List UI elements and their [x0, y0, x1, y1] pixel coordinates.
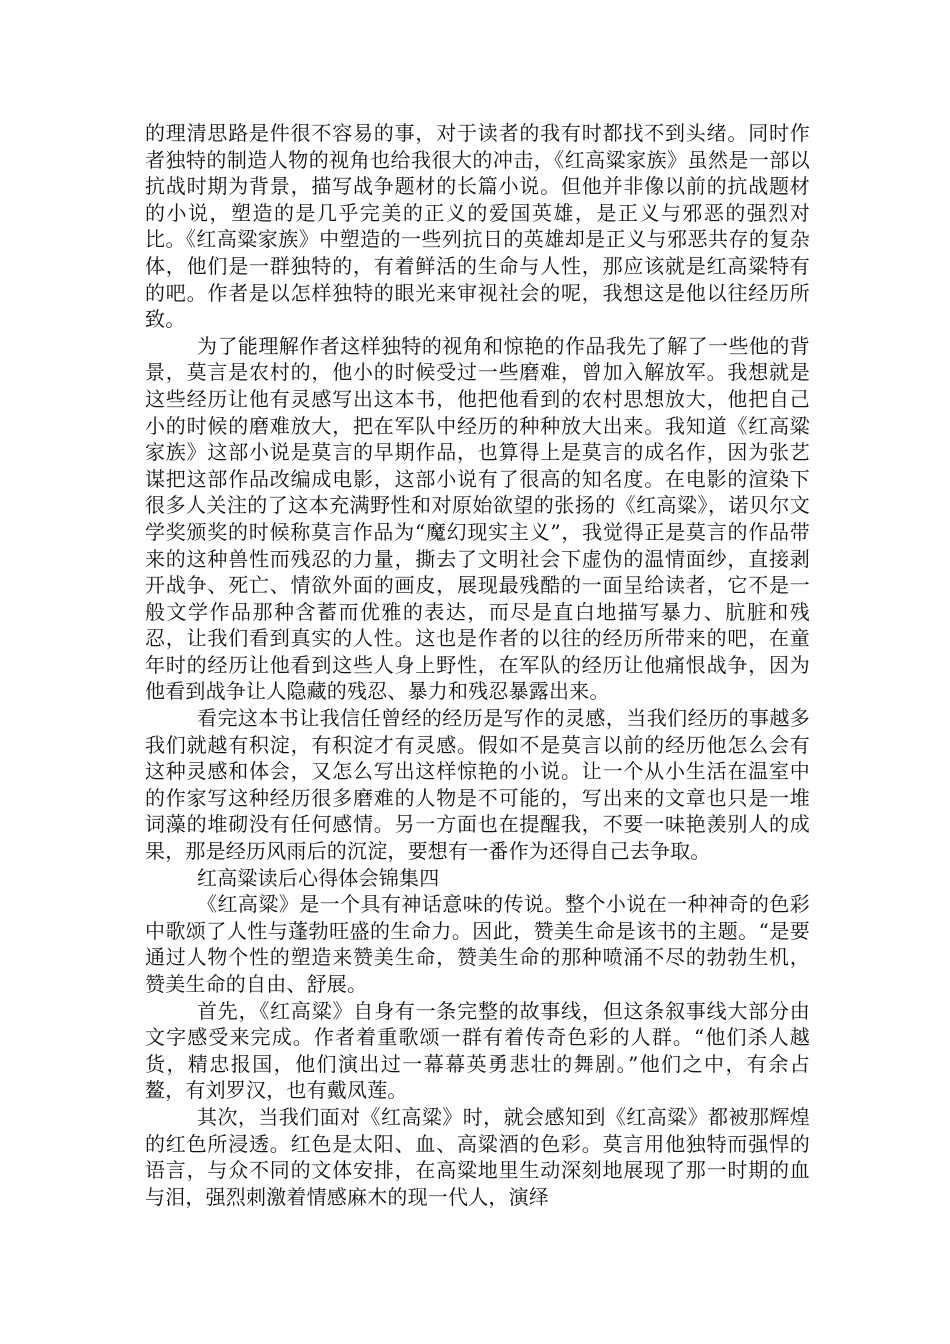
section-heading: 红高粱读后心得体会锦集四	[197, 865, 440, 890]
document-page	[145, 120, 810, 1210]
paragraph-reflection: 看完这本书让我信任曾经的经历是写作的灵感，当我们经历的事越多我们就越有积淀，有积淀才有灵感。假如不是莫言以前的经历他怎么会有这种灵感和体会，又怎么写出这样惊艳的小说。让一个从小生活在温室中的作家写这种经历很多磨难的人物是不可能的，写出来的文章也只是一堆词藻的堆砌没有任何感情。另一方面也在提醒我，不要一味艳羡别人的成果，那是经历风雨后的沉淀，要想有一番作为还得自己去争取。	[145, 706, 810, 864]
paragraph-author-background: 为了能理解作者这样独特的视角和惊艳的作品我先了解了一些他的背景，莫言是农村的，他小的时候受过一些磨难，曾加入解放军。我想就是这些经历让他有灵感写出这本书，他把他看到的农村思想放大，他把自己小的时候的磨难放大，把在军队中经历的种种放大出来。我知道《红高粱家族》这部小说是莫言的早期作品，也算得上是莫言的成名作，因为张艺谋把这部作品改编成电影，这部小说有了很高的知名度。在电影的渲染下很多人关注的了这本充满野性和对原始欲望的张扬的《红高粱》，诺贝尔文学奖颁奖的时候称莫言作品为“魔幻现实主义”，我觉得正是莫言的作品带来的这种兽性而残忍的力量，撕去了文明社会下虚伪的温情面纱，直接剥开战争、死亡、情欲外面的画皮，展现最残酷的一面呈给读者，它不是一般文学作品那种含蓄而优雅的表达，而尽是直白地描写暴力、肮脏和残忍，让我们看到真实的人性。这也是作者的以往的经历所带来的吧，在童年时的经历让他看到这些人身上野性，在军队的经历让他痛恨战争，因为他看到战争让人隐藏的残忍、暴力和残忍暴露出来。	[145, 333, 810, 704]
paragraph-first: 首先，《红高粱》自身有一条完整的故事线，但这条叙事线大部分由文字感受来完成。作者着重歌颂一群有着传奇色彩的人群。“他们杀人越货，精忠报国，他们演出过一幕幕英勇悲壮的舞剧。”他们之中，有余占鳌，有刘罗汉，也有戴凤莲。	[145, 998, 810, 1103]
paragraph-second: 其次，当我们面对《红高粱》时，就会感知到《红高粱》都被那辉煌的红色所浸透。红色是太阳、血、高粱酒的色彩。莫言用他独特而强悍的语言，与众不同的文体安排，在高粱地里生动深刻地展现了那一时期的血与泪，强烈刺激着情感麻木的现一代人，演绎	[145, 1104, 810, 1209]
paragraph-intro: 《红高粱》是一个具有神话意味的传说。整个小说在一种神奇的色彩中歌颂了人性与蓬勃旺盛的生命力。因此，赞美生命是该书的主题。“是要通过人物个性的塑造来赞美生命，赞美生命的那种喷涌不尽的勃勃生机，赞美生命的自由、舒展。	[145, 892, 810, 996]
paragraph-continued: 的理清思路是件很不容易的事，对于读者的我有时都找不到头绪。同时作者独特的制造人物的视角也给我很大的冲击，《红高粱家族》虽然是一部以抗战时期为背景，描写战争题材的长篇小说。但他并非像以前的抗战题材的小说，塑造的是几乎完美的正义的爱国英雄，是正义与邪恶的强烈对比。《红高粱家族》中塑造的一些列抗日的英雄却是正义与邪恶共存的复杂体，他们是一群独特的，有着鲜活的生命与人性，那应该就是红高粱特有的吧。作者是以怎样独特的眼光来审视社会的呢，我想这是他以往经历所致。	[145, 121, 810, 332]
